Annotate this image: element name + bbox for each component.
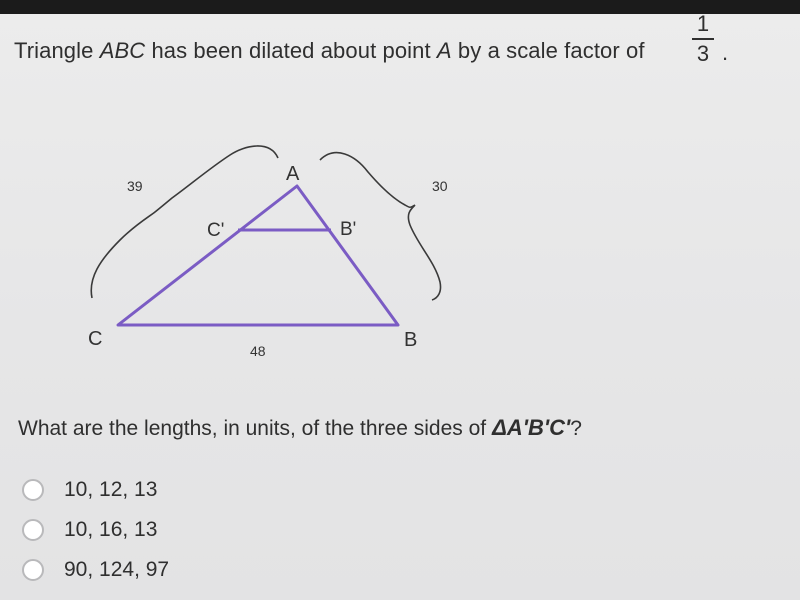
- label-c-prime: C': [207, 220, 225, 241]
- label-b: B: [404, 329, 418, 351]
- question-middle: has been dilated about point: [145, 38, 437, 63]
- label-a: A: [286, 163, 300, 185]
- answer-option-3[interactable]: [22, 550, 169, 590]
- fraction-numerator: 1: [696, 11, 710, 36]
- radio-button[interactable]: [22, 559, 44, 581]
- option-label: 10, 16, 13: [64, 518, 158, 541]
- answer-option-2[interactable]: [22, 510, 169, 550]
- option-label: 10, 12, 13: [64, 478, 158, 501]
- prompt-question-mark: ?: [570, 417, 582, 440]
- prompt-triangle: ΔA'B'C': [492, 415, 571, 440]
- length-ac: 39: [127, 178, 143, 194]
- option-label: 90, 124, 97: [64, 558, 170, 581]
- label-c: C: [88, 328, 103, 350]
- prompt-text: [18, 415, 582, 441]
- question-prefix: Triangle: [14, 38, 100, 63]
- prompt-body: What are the lengths, in units, of the three sides of: [18, 417, 487, 440]
- triangle-abc: [118, 186, 398, 325]
- length-ab: 30: [432, 178, 448, 194]
- answer-option-1[interactable]: [22, 470, 169, 510]
- question-period: .: [722, 40, 729, 65]
- radio-button[interactable]: [22, 519, 44, 541]
- question-suffix: by a scale factor of: [451, 38, 645, 63]
- brace-ab: [320, 153, 441, 300]
- question-triangle-name: ABC: [99, 38, 146, 63]
- length-cb: 48: [250, 343, 266, 359]
- fraction-denominator: 3: [696, 41, 710, 66]
- question-point: A: [436, 38, 452, 63]
- answer-options: [22, 470, 169, 590]
- radio-button[interactable]: [22, 479, 44, 501]
- label-b-prime: B': [340, 219, 357, 240]
